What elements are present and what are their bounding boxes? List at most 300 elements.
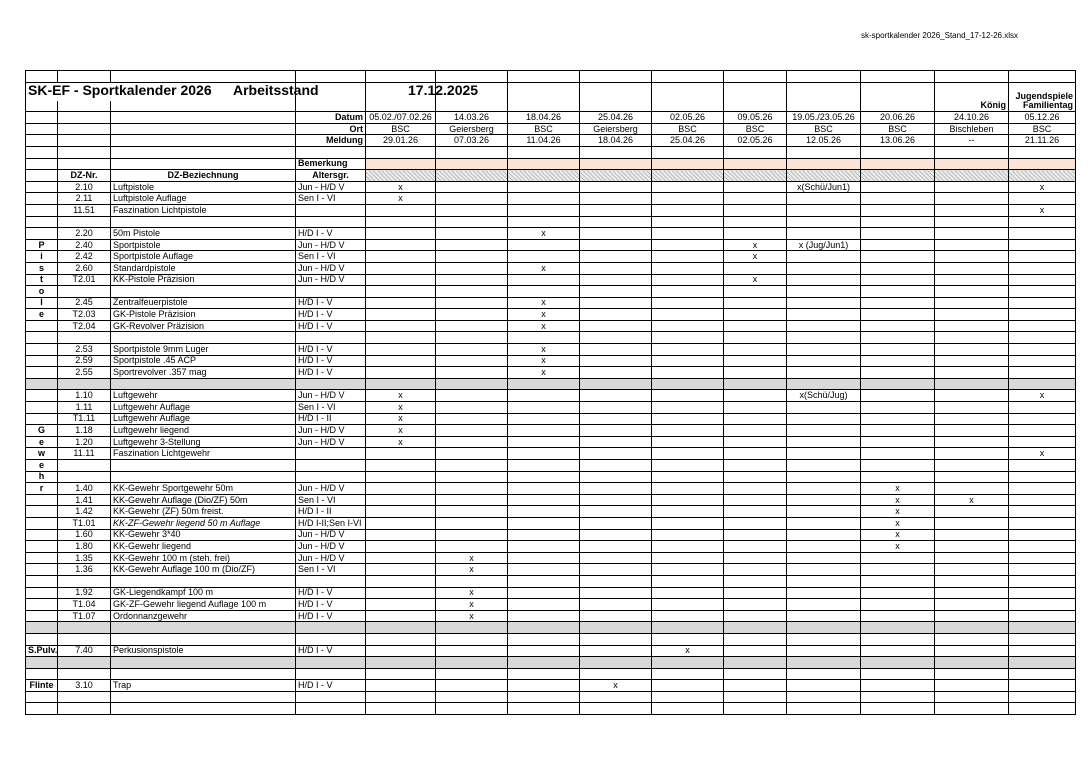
event-mark [935,286,1009,298]
event-mark: x [508,262,580,274]
event-mark [787,332,861,344]
event-mark [787,691,861,703]
event-mark [861,703,935,715]
dz-bez-cell [111,286,296,298]
event-mark [724,599,787,611]
event-mark [861,332,935,344]
dz-nr-cell: 2.45 [58,297,111,309]
discipline-row [26,320,1076,332]
empty-cell [787,146,861,158]
event-mark [787,204,861,216]
dz-nr-cell: 1.92 [58,587,111,599]
dz-bez-cell: GK-ZF-Gewehr liegend Auflage 100 m [111,599,296,611]
event-mark [1009,483,1076,495]
event-mark [935,483,1009,495]
event-mark [861,216,935,228]
event-mark [508,483,580,495]
event-mark [724,297,787,309]
file-name-header: sk-sportkalender 2026_Stand_17-12-26.xlsx [861,31,1018,40]
empty-cell [111,123,296,135]
separator-cell [935,622,1009,634]
dz-bez-cell [111,703,296,715]
event-mark [508,274,580,286]
discipline-row [26,402,1076,414]
jugendspiele-header: Jugendspiele [1009,82,1076,101]
event-mark [787,228,861,240]
event-mark [861,633,935,645]
event-mark [724,529,787,541]
event-mark: x [508,344,580,356]
dz-bez-cell [111,668,296,680]
dz-nr-cell [58,575,111,587]
event-mark [366,239,436,251]
discipline-row [26,680,1076,692]
bemerkung-label: Bemerkung [296,158,366,170]
separator-cell [652,378,724,390]
event-mark [935,181,1009,193]
event-mark [861,680,935,692]
event-mark [580,448,652,460]
event-mark [724,204,787,216]
empty-cell [111,146,296,158]
dz-bez-cell: Faszination Lichtpistole [111,204,296,216]
dz-nr-cell: 1.42 [58,506,111,518]
group-letter: l [26,297,58,309]
event-mark [652,297,724,309]
event-mark [724,436,787,448]
event-mark [787,402,861,414]
altersgr-cell [296,448,366,460]
altersgr-cell: H/D I - V [296,228,366,240]
bemerkung-cell [436,158,508,170]
event-mark [935,645,1009,657]
event-mark [1009,436,1076,448]
event-mark: x [366,436,436,448]
event-mark [436,332,508,344]
event-mark [724,367,787,379]
group-letter [26,529,58,541]
bemerkung-row [26,158,1076,170]
event-mark [366,320,436,332]
group-letter [26,506,58,518]
event-mark [580,436,652,448]
ort-label: Ort [296,123,366,135]
group-letter [26,599,58,611]
dz-nr-header: DZ-Nr. [58,170,111,182]
event-mark: x [861,494,935,506]
event-mark [861,251,935,263]
event-mark [580,575,652,587]
event-mark [787,633,861,645]
separator-cell [58,657,111,669]
group-letter [26,355,58,367]
event-mark [508,413,580,425]
event-mark [508,216,580,228]
event-mark [508,506,580,518]
event-mark [508,703,580,715]
event-mark [787,645,861,657]
altersgr-cell: Jun - H/D V [296,436,366,448]
dz-nr-cell: 7.40 [58,645,111,657]
event-mark [580,367,652,379]
event-mark [508,204,580,216]
event-mark [508,552,580,564]
event-meldung: 21.11.26 [1009,135,1076,147]
group-letter [26,575,58,587]
separator-cell [1009,378,1076,390]
event-mark [724,425,787,437]
event-mark [508,575,580,587]
event-mark [652,216,724,228]
discipline-row [26,309,1076,321]
altersgr-cell: Jun - H/D V [296,274,366,286]
event-mark [787,216,861,228]
altersgr-cell: H/D I - V [296,610,366,622]
event-mark [861,309,935,321]
event-mark [580,645,652,657]
separator-cell [436,657,508,669]
event-mark [580,483,652,495]
event-mark [724,633,787,645]
event-mark [861,448,935,460]
event-mark [580,587,652,599]
empty-cell [58,135,111,147]
discipline-row [26,367,1076,379]
event-mark [1009,251,1076,263]
separator-cell [366,622,436,634]
event-mark [508,494,580,506]
event-ort: BSC [652,123,724,135]
event-mark: x (Jug/Jun1) [787,239,861,251]
event-mark [724,483,787,495]
discipline-row [26,239,1076,251]
event-mark [580,633,652,645]
event-mark [935,552,1009,564]
event-mark [580,413,652,425]
discipline-row [26,297,1076,309]
dz-nr-cell: 1.80 [58,541,111,553]
separator-cell [26,378,58,390]
dz-nr-cell: 1.41 [58,494,111,506]
event-mark [787,517,861,529]
separator-cell [508,378,580,390]
dz-bez-cell: Ordonnanzgewehr [111,610,296,622]
empty-cell [580,146,652,158]
group-letter [26,541,58,553]
dz-bez-cell: GK-Liegendkampf 100 m [111,587,296,599]
event-mark [366,274,436,286]
event-mark [1009,564,1076,576]
altersgr-cell: H/D I - V [296,320,366,332]
event-ort: BSC [787,123,861,135]
dz-bez-cell: Standardpistole [111,262,296,274]
group-letter [26,216,58,228]
discipline-row [26,216,1076,228]
event-mark [652,262,724,274]
dz-nr-cell [58,703,111,715]
event-mark [787,541,861,553]
event-mark [366,668,436,680]
event-mark [366,610,436,622]
separator-cell [861,657,935,669]
dz-nr-cell: 11.51 [58,204,111,216]
event-mark [436,367,508,379]
event-mark [366,494,436,506]
event-mark [861,402,935,414]
datum-row [26,112,1076,124]
event-mark: x [724,274,787,286]
event-mark [580,297,652,309]
event-mark: x [861,529,935,541]
group-letter: h [26,471,58,483]
event-ort: BSC [366,123,436,135]
discipline-row [26,541,1076,553]
event-mark [366,633,436,645]
event-mark [652,193,724,205]
dz-bez-cell: KK-Gewehr Auflage 100 m (Dio/ZF) [111,564,296,576]
event-mark [652,448,724,460]
event-mark [436,309,508,321]
dz-bez-cell: KK-Pistole Präzision [111,274,296,286]
empty-cell [58,123,111,135]
event-mark [1009,216,1076,228]
event-mark [724,587,787,599]
event-mark [861,193,935,205]
event-mark [861,587,935,599]
discipline-row [26,425,1076,437]
bemerkung-cell [935,158,1009,170]
event-meldung: 13.06.26 [861,135,935,147]
event-meldung: 11.04.26 [508,135,580,147]
discipline-row [26,262,1076,274]
separator-cell [652,622,724,634]
event-mark [1009,402,1076,414]
event-mark [861,599,935,611]
event-mark [787,413,861,425]
event-mark [580,251,652,263]
event-mark [580,564,652,576]
event-mark [508,193,580,205]
event-mark [436,668,508,680]
empty-cell [58,146,111,158]
altersgr-cell: H/D I - V [296,309,366,321]
event-mark [1009,193,1076,205]
group-letter [26,633,58,645]
dz-nr-cell: T1.07 [58,610,111,622]
event-mark [861,390,935,402]
event-mark [508,402,580,414]
empty-cell [861,146,935,158]
discipline-row [26,691,1076,703]
event-mark [436,390,508,402]
event-mark [724,344,787,356]
altersgr-cell [296,332,366,344]
dz-nr-cell: 1.18 [58,425,111,437]
event-mark [366,552,436,564]
event-mark [508,517,580,529]
event-mark [508,587,580,599]
event-mark [935,413,1009,425]
event-mark [861,181,935,193]
event-mark [787,286,861,298]
event-mark [935,506,1009,518]
event-mark [935,541,1009,553]
dz-bez-cell: Perkusionspistole [111,645,296,657]
group-letter [26,390,58,402]
event-mark [935,460,1009,472]
event-mark [580,332,652,344]
event-mark [436,517,508,529]
event-mark: x [436,552,508,564]
dz-nr-cell [58,460,111,472]
event-mark [580,216,652,228]
empty-cell [436,146,508,158]
event-mark [935,448,1009,460]
altersgr-cell: Sen I - VI [296,251,366,263]
event-mark: x [508,320,580,332]
group-letter [26,413,58,425]
event-mark [580,193,652,205]
event-mark [366,286,436,298]
separator-cell [296,378,366,390]
dz-nr-cell: 2.20 [58,228,111,240]
event-mark [1009,228,1076,240]
event-mark [935,274,1009,286]
event-mark [1009,367,1076,379]
event-mark [508,541,580,553]
separator-cell [436,378,508,390]
event-mark [580,529,652,541]
dz-bez-cell: KK-Gewehr 100 m (steh. frei) [111,552,296,564]
calendar-title: SK-EF - Sportkalender 2026 [28,82,212,99]
separator-row [26,657,1076,669]
event-mark [935,575,1009,587]
group-letter: t [26,274,58,286]
separator-cell [1009,622,1076,634]
event-mark [861,228,935,240]
event-mark [787,680,861,692]
dz-bez-cell: Sportpistole [111,239,296,251]
dz-bez-cell [111,471,296,483]
event-mark [508,564,580,576]
event-mark [580,204,652,216]
event-mark [935,402,1009,414]
event-mark [935,680,1009,692]
event-mark [1009,506,1076,518]
separator-cell [436,622,508,634]
separator-cell [652,657,724,669]
event-mark [1009,541,1076,553]
title-row [26,82,1076,101]
dz-nr-cell [58,691,111,703]
event-mark [366,297,436,309]
event-mark [724,460,787,472]
event-mark [436,274,508,286]
group-letter [26,691,58,703]
altersgr-cell: H/D I - V [296,599,366,611]
blank-row [26,71,1076,83]
event-mark [935,587,1009,599]
event-mark [366,703,436,715]
event-mark [508,390,580,402]
bemerkung-cell [787,158,861,170]
event-mark [787,309,861,321]
separator-cell [111,657,296,669]
event-mark [580,228,652,240]
event-mark [1009,320,1076,332]
event-mark [861,297,935,309]
event-mark [508,668,580,680]
event-mark [508,251,580,263]
group-letter: i [26,251,58,263]
hatched-cell [580,170,652,182]
group-letter: w [26,448,58,460]
dz-nr-cell [58,471,111,483]
event-mark [861,413,935,425]
event-mark [935,599,1009,611]
event-mark [724,262,787,274]
event-mark [935,517,1009,529]
event-mark [724,680,787,692]
altersgr-cell [296,286,366,298]
altersgr-cell [296,471,366,483]
altersgr-cell: Sen I - VI [296,494,366,506]
dz-bez-cell: Luftgewehr Auflage [111,402,296,414]
dz-nr-cell: 2.11 [58,193,111,205]
event-mark [935,228,1009,240]
event-mark [861,436,935,448]
empty-cell [1009,146,1076,158]
event-mark [787,262,861,274]
status-label: Arbeitsstand [233,82,319,99]
event-mark [724,413,787,425]
dz-bez-cell [111,332,296,344]
event-mark: x [861,517,935,529]
empty-cell [26,135,58,147]
event-mark [508,471,580,483]
subheader-row [26,101,1076,112]
event-mark [436,193,508,205]
event-mark [861,367,935,379]
event-mark [580,471,652,483]
event-mark: x [1009,204,1076,216]
dz-bez-cell: Luftpistole [111,181,296,193]
event-mark [580,599,652,611]
event-datum: 19.05./23.05.26 [787,112,861,124]
event-mark [787,355,861,367]
event-mark [580,402,652,414]
separator-cell [508,622,580,634]
event-mark: x [366,193,436,205]
event-mark: x [508,297,580,309]
event-mark [652,367,724,379]
event-mark [787,575,861,587]
event-mark [366,517,436,529]
event-mark [787,297,861,309]
event-mark [436,529,508,541]
dz-bez-cell [111,575,296,587]
event-mark [652,575,724,587]
event-mark [366,541,436,553]
event-mark [1009,552,1076,564]
separator-cell [787,378,861,390]
event-mark: x [580,680,652,692]
event-mark [580,610,652,622]
event-meldung: 07.03.26 [436,135,508,147]
event-mark [861,691,935,703]
altersgr-cell: Jun - H/D V [296,529,366,541]
bemerkung-cell [652,158,724,170]
